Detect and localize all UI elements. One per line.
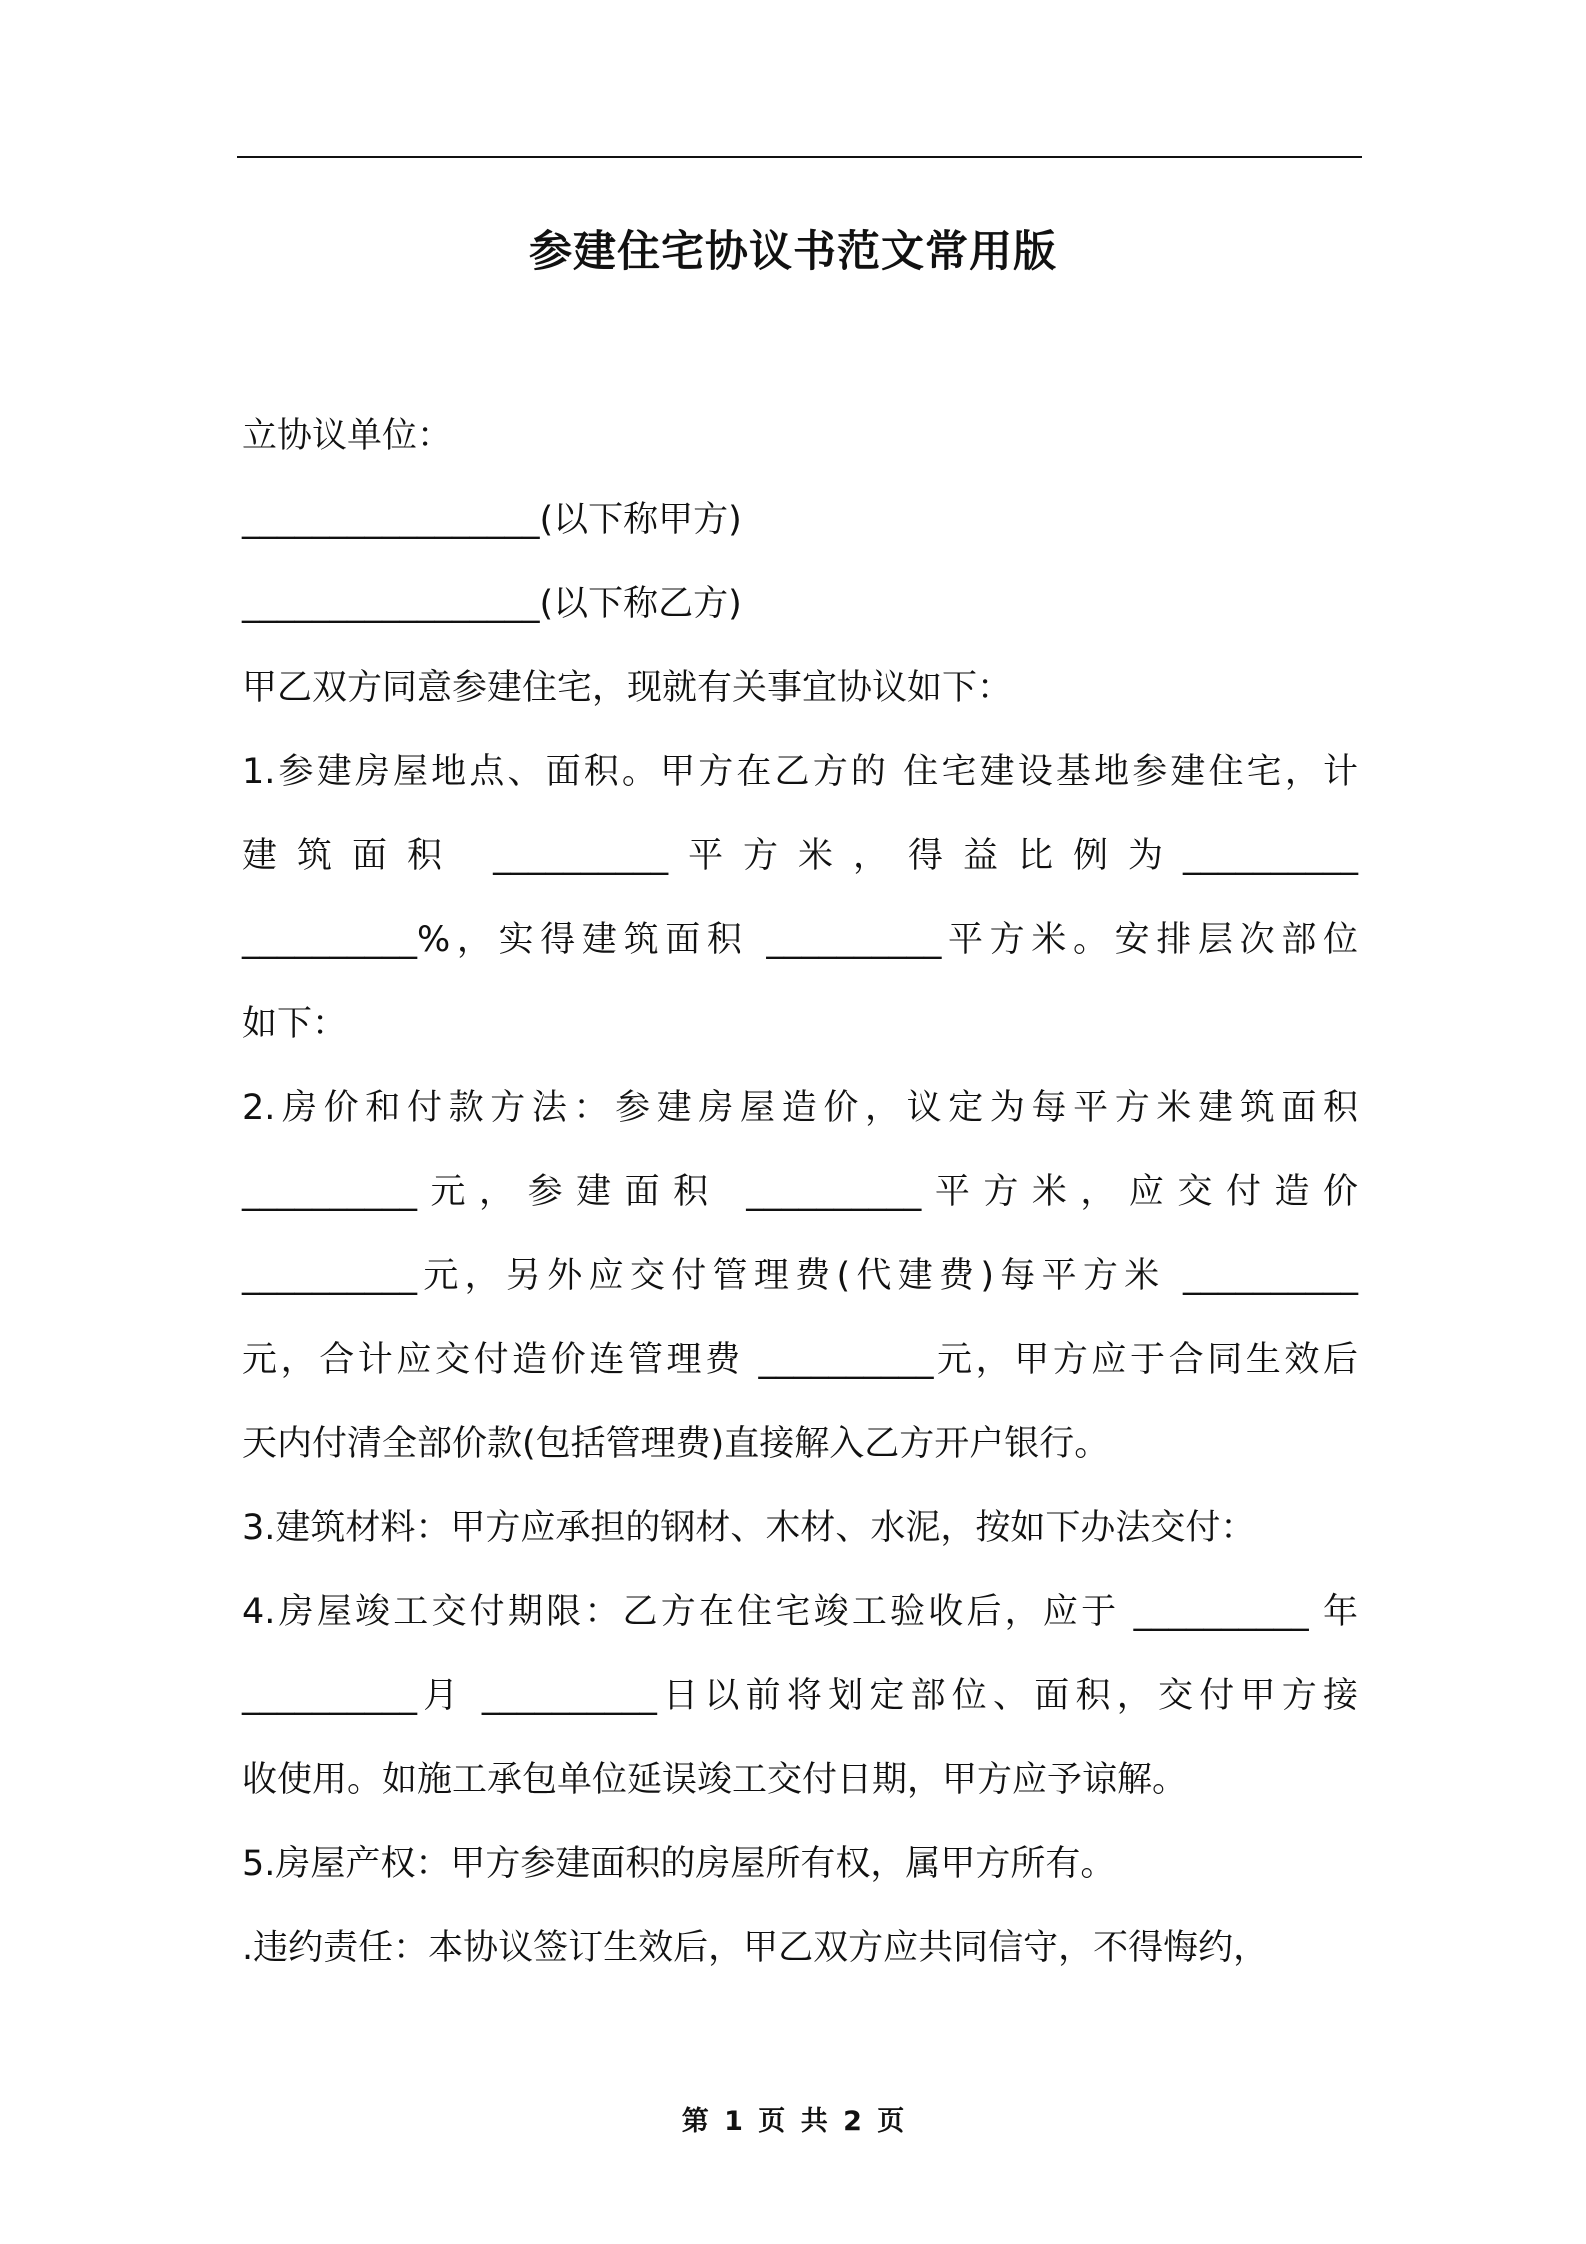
clause-4-line-2: __________月 __________日以前将划定部位、面积，交付甲方接 <box>242 1676 1358 1716</box>
clause-1-line-3: __________%，实得建筑面积 __________平方米。安排层次部位 <box>242 920 1358 960</box>
clause-1-line-1: 1.参建房屋地点、面积。甲方在乙方的 住宅建设基地参建住宅，计 <box>242 752 1358 792</box>
clause-1-line-4: 如下： <box>242 1004 348 1044</box>
document-title: 参建住宅协议书范文常用版 <box>529 227 1057 277</box>
header-rule <box>237 156 1362 158</box>
clause-6-line-1: .违约责任：本协议签订生效后，甲乙双方应共同信守，不得悔约， <box>242 1928 1269 1968</box>
clause-2-line-2: __________元，参建面积 __________平方米，应交付造价 <box>242 1172 1358 1212</box>
clause-4-line-1: 4.房屋竣工交付期限：乙方在住宅竣工验收后，应于 __________ 年 <box>242 1592 1358 1632</box>
clause-2-line-4: 元，合计应交付造价连管理费 __________元，甲方应于合同生效后 <box>242 1340 1358 1380</box>
clause-4-line-3: 收使用。如施工承包单位延误竣工交付日期，甲方应予谅解。 <box>242 1760 1188 1800</box>
clause-2-line-1: 2.房价和付款方法：参建房屋造价，议定为每平方米建筑面积 <box>242 1088 1358 1128</box>
clause-2-line-3: __________元，另外应交付管理费(代建费)每平方米 __________ <box>242 1256 1358 1296</box>
party-heading: 立协议单位： <box>242 416 453 456</box>
clause-2-line-5: 天内付清全部价款(包括管理费)直接解入乙方开户银行。 <box>242 1424 1110 1464</box>
clause-5-line-1: 5.房屋产权：甲方参建面积的房屋所有权，属甲方所有。 <box>242 1844 1116 1884</box>
party-a-line: _________________(以下称甲方) <box>242 500 742 540</box>
party-b-line: _________________(以下称乙方) <box>242 584 742 624</box>
intro-paragraph: 甲乙双方同意参建住宅，现就有关事宜协议如下： <box>242 668 1013 708</box>
page-indicator: 第 1 页 共 2 页 <box>681 2106 905 2137</box>
clause-1-line-2: 建筑面积 __________平方米，得益比例为__________ <box>242 836 1358 876</box>
clause-3-line-1: 3.建筑材料：甲方应承担的钢材、木材、水泥，按如下办法交付： <box>242 1508 1256 1548</box>
